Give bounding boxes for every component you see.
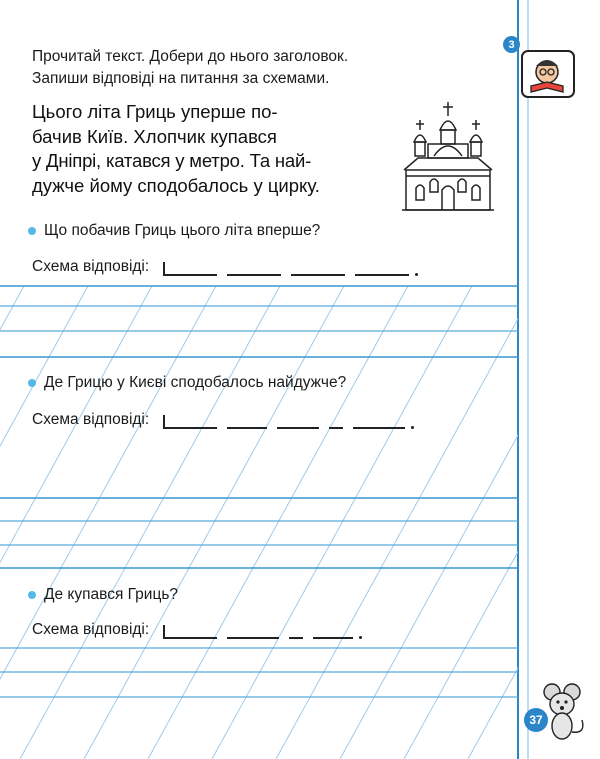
question-text: Що побачив Гриць цього літа вперше? [44, 222, 321, 239]
instruction-line-1: Прочитай текст. Добери до нього заголовок. [32, 48, 349, 65]
question-text: Де купався Гриць? [44, 586, 179, 603]
word-slot [227, 415, 267, 429]
word-slot [353, 415, 405, 429]
bullet-icon [28, 591, 36, 599]
church-illustration [398, 100, 498, 216]
page-number-badge: 37 [524, 708, 548, 732]
reading-boy-icon [521, 50, 575, 98]
answer-label: Схема відповіді: [32, 621, 150, 638]
answer-scheme-3 [32, 621, 362, 639]
answer-label: Схема відповіді: [32, 258, 150, 275]
word-scheme [163, 625, 362, 639]
bullet-icon [28, 379, 36, 387]
question-1 [28, 222, 320, 240]
word-slot [289, 625, 303, 639]
task-number-badge: 3 [503, 36, 520, 53]
period-mark [411, 426, 414, 429]
word-slot [227, 262, 281, 276]
word-slot [163, 262, 217, 276]
word-slot [313, 625, 353, 639]
story-line: Цього літа Гриць уперше по- [32, 101, 278, 122]
instruction-line-2: Запиши відповіді на питання за схемами. [32, 70, 330, 87]
task-instructions [32, 46, 502, 90]
story-text [32, 100, 377, 198]
answer-label: Схема відповіді: [32, 411, 150, 428]
story-line: у Дніпрі, катався у метро. Та най- [32, 150, 312, 171]
question-2 [28, 374, 346, 392]
slant-guide [596, 286, 600, 759]
word-slot [163, 415, 217, 429]
story-line: бачив Київ. Хлопчик купався [32, 125, 277, 147]
word-scheme [163, 262, 418, 276]
word-slot [163, 625, 217, 639]
word-slot [329, 415, 343, 429]
story-line: дужче йому сподобалось у цирку. [32, 174, 320, 196]
word-scheme [163, 415, 414, 429]
question-3 [28, 586, 178, 604]
question-text: Де Грицю у Києві сподобалось найдужче? [44, 374, 347, 391]
answer-scheme-1 [32, 258, 418, 276]
word-slot [355, 262, 409, 276]
period-mark [359, 636, 362, 639]
word-slot [227, 625, 279, 639]
word-slot [291, 262, 345, 276]
period-mark [415, 273, 418, 276]
answer-scheme-2 [32, 411, 414, 429]
bullet-icon [28, 227, 36, 235]
word-slot [277, 415, 319, 429]
